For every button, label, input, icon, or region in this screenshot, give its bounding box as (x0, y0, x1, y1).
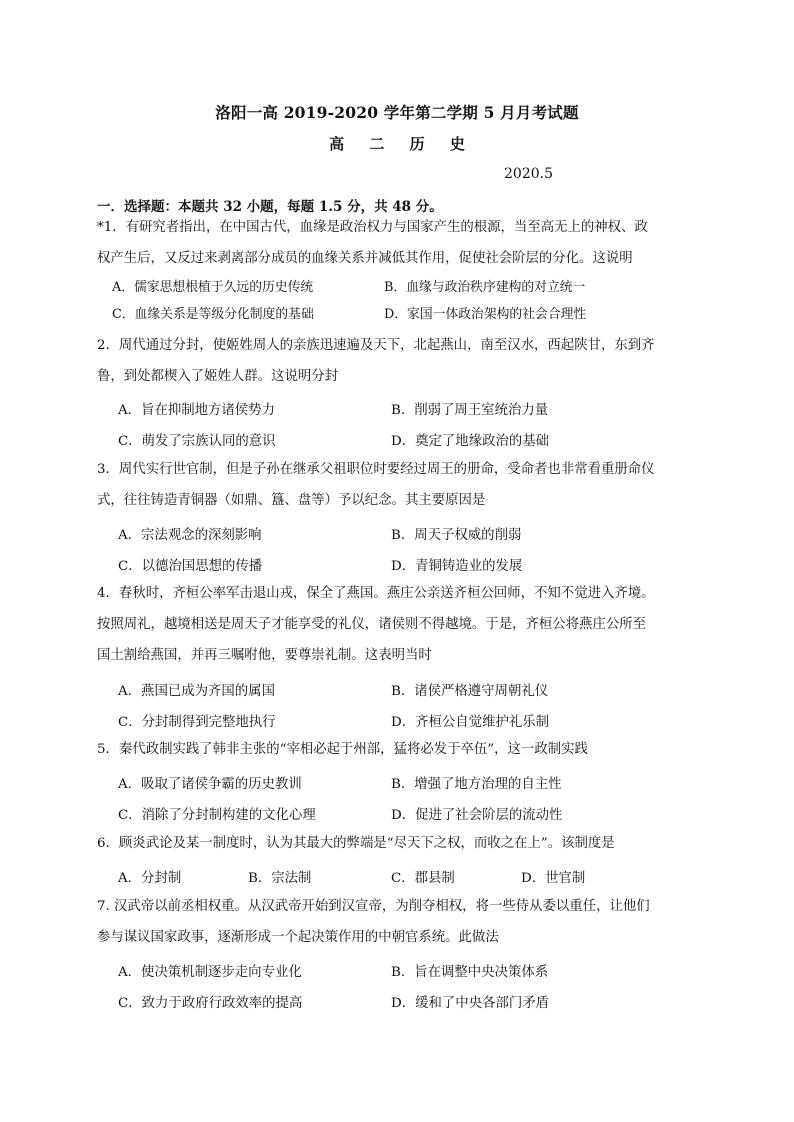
question-line: *1．有研究者指出，在中国古代，血缘是政治权力与国家产生的根源，当至高无上的神权、政 (97, 220, 648, 235)
question-4-option-a: A．燕国已成为齐国的属国 (118, 684, 275, 699)
question-6-stem (97, 828, 697, 859)
exam-subject: 高 二 历 史 (329, 135, 475, 153)
section-heading: 一．选择题：本题共 32 小题，每题 1.5 分，共 48 分。 (97, 199, 443, 215)
question-line: 3．周代实行世官制，但是子孙在继承父祖职位时要经过周王的册命，受命者也非常看重册命仪 (97, 462, 655, 477)
question-7-option-a: A．使决策机制逐步走向专业化 (118, 965, 302, 980)
question-5-option-b: B．增强了地方治理的自主性 (391, 777, 562, 792)
exam-title: 洛阳一高 2019-2020 学年第二学期 5 月月考试题 (215, 103, 579, 122)
question-line: 2．周代通过分封，使姬姓周人的亲族迅速遍及天下，北起燕山，南至汉水，西起陕甘，东到齐 (97, 338, 655, 353)
question-line: 按照周礼，越境相送是周天子才能享受的礼仪，诸侯则不得越境。于是，齐桓公将燕庄公所至 (97, 617, 647, 632)
question-line: 国土割给燕国，并再三嘱咐他，要尊崇礼制。这表明当时 (97, 648, 432, 663)
question-4-option-c: C．分封制得到完整地执行 (118, 715, 276, 730)
question-line: 式，往往铸造青铜器（如鼎、簋、盘等）予以纪念。其主要原因是 (97, 493, 486, 508)
question-line: 权产生后，又反过来剥离部分成员的血缘关系并减低其作用，促使社会阶层的分化。这说明 (97, 251, 633, 266)
question-2-option-b: B．削弱了周王室统治力量 (391, 403, 549, 418)
question-6-option-b: B．宗法制 (248, 871, 312, 886)
question-line: 参与谋议国家政事，逐渐形成一个起决策作用的中朝官系统。此做法 (97, 930, 499, 945)
question-1-option-c: C．血缘关系是等级分化制度的基础 (112, 307, 314, 322)
question-1-stem (97, 212, 697, 274)
question-3-option-c: C．以德治国思想的传播 (118, 559, 263, 574)
question-3-stem (97, 454, 697, 516)
exam-date: 2020.5 (504, 166, 553, 182)
question-5-option-d: D．促进了社会阶层的流动性 (391, 808, 563, 823)
question-5-option-c: C．消除了分封制构建的文化心理 (118, 808, 316, 823)
question-line: 6．顾炎武论及某一制度时，认为其最大的弊端是“尽天下之权，而收之在上”。该制度是 (97, 836, 615, 851)
question-line: 4．春秋时，齐桓公率军击退山戎，保全了燕国。燕庄公亲送齐桓公回师，不知不觉进入齐境。 (97, 586, 655, 601)
question-1-option-d: D．家国一体政治架构的社会合理性 (384, 307, 587, 322)
question-6-option-d: D．世官制 (521, 871, 586, 886)
question-1-option-a: A．儒家思想根植于久远的历史传统 (112, 280, 314, 295)
question-7-option-d: D．缓和了中央各部门矛盾 (391, 996, 550, 1011)
question-3-option-d: D．青铜铸造业的发展 (391, 559, 523, 574)
question-3-option-b: B．周天子权威的削弱 (391, 528, 522, 543)
question-6-option-a: A．分封制 (118, 871, 182, 886)
question-6-option-c: C．郡县制 (391, 871, 455, 886)
question-2-option-d: D．奠定了地缘政治的基础 (391, 434, 550, 449)
question-7-stem (97, 891, 697, 953)
question-3-option-a: A．宗法观念的深刻影响 (118, 528, 262, 543)
question-line: 鲁，到处都楔入了姬姓人群。这说明分封 (97, 369, 339, 384)
question-line: 7. 汉武帝以前丞相权重。从汉武帝开始到汉宣帝，为削夺相权，将一些侍从委以重任，让他们 (97, 899, 650, 914)
question-7-option-c: C．致力于政府行政效率的提高 (118, 996, 303, 1011)
question-2-option-c: C．萌发了宗族认同的意识 (118, 434, 276, 449)
question-4-option-b: B．诸侯严格遵守周朝礼仪 (391, 684, 549, 699)
question-5-stem (97, 734, 697, 765)
question-5-option-a: A．吸取了诸侯争霸的历史教训 (118, 777, 302, 792)
question-1-option-b: B．血缘与政治秩序建构的对立统一 (384, 280, 586, 295)
question-4-stem (97, 578, 697, 671)
question-4-option-d: D．齐桓公自觉维护礼乐制 (391, 715, 550, 730)
question-line: 5．秦代政制实践了韩非主张的“宰相必起于州部，猛将必发于卒伍”，这一政制实践 (97, 742, 588, 757)
question-2-option-a: A．旨在抑制地方诸侯势力 (118, 403, 275, 418)
question-7-option-b: B．旨在调整中央决策体系 (391, 965, 549, 980)
question-2-stem (97, 330, 697, 392)
